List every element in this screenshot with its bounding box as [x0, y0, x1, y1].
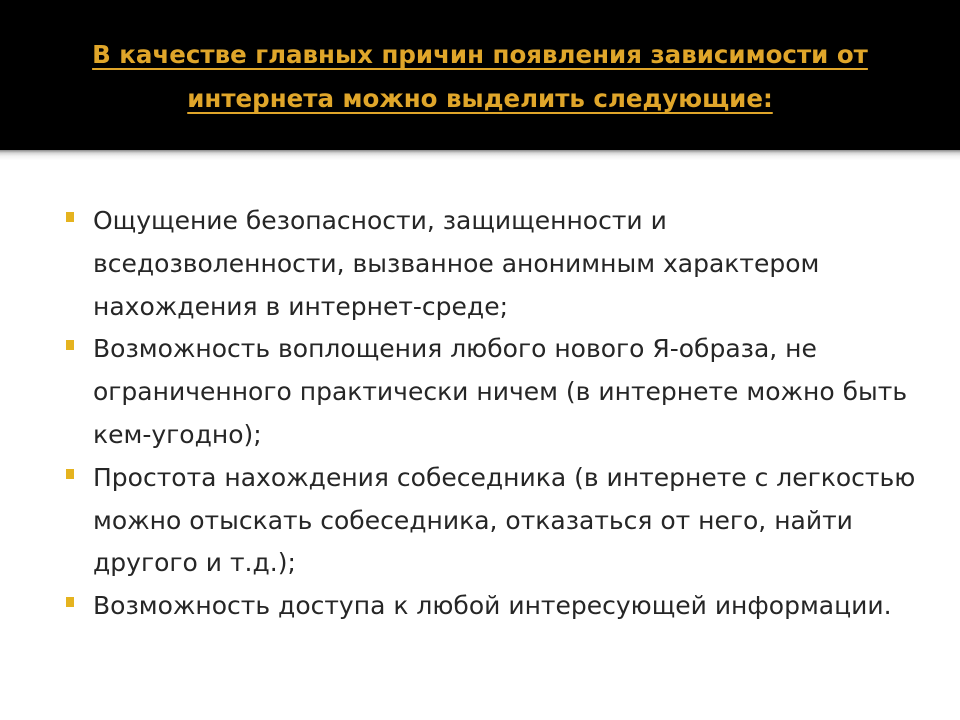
bullet-item-finding-companion: [66, 457, 920, 585]
bullet-item-safety: [66, 200, 920, 328]
bullet-text-finding-companion: Простота нахождения собеседника (в интернете с легкостью можно отыскать собеседника, отказаться от него, найти другого и т.д.);: [93, 462, 916, 578]
square-bullet-icon: [66, 597, 74, 607]
square-bullet-icon: [66, 340, 74, 350]
square-bullet-icon: [66, 212, 74, 222]
bullet-text-safety: Ощущение безопасности, защищенности и вседозволенности, вызванное анонимным характером нахождения в интернет-среде;: [93, 206, 820, 321]
slide-header: [0, 0, 960, 150]
slide-content: [0, 160, 960, 720]
header-divider: [0, 150, 960, 160]
bullet-text-information-access: Возможность доступа к любой интересующей информации.: [93, 591, 892, 621]
bullet-item-self-image: [66, 328, 920, 456]
slide-title: В качестве главных причин появления зависимости от интернета можно выделить следующие:: [92, 40, 868, 113]
bullet-list: [0, 160, 960, 628]
bullet-item-information-access: [66, 585, 920, 628]
bullet-text-self-image: Возможность воплощения любого нового Я-образа, не ограниченного практически ничем (в интернете можно быть кем-угодно);: [93, 334, 908, 449]
square-bullet-icon: [66, 469, 74, 479]
